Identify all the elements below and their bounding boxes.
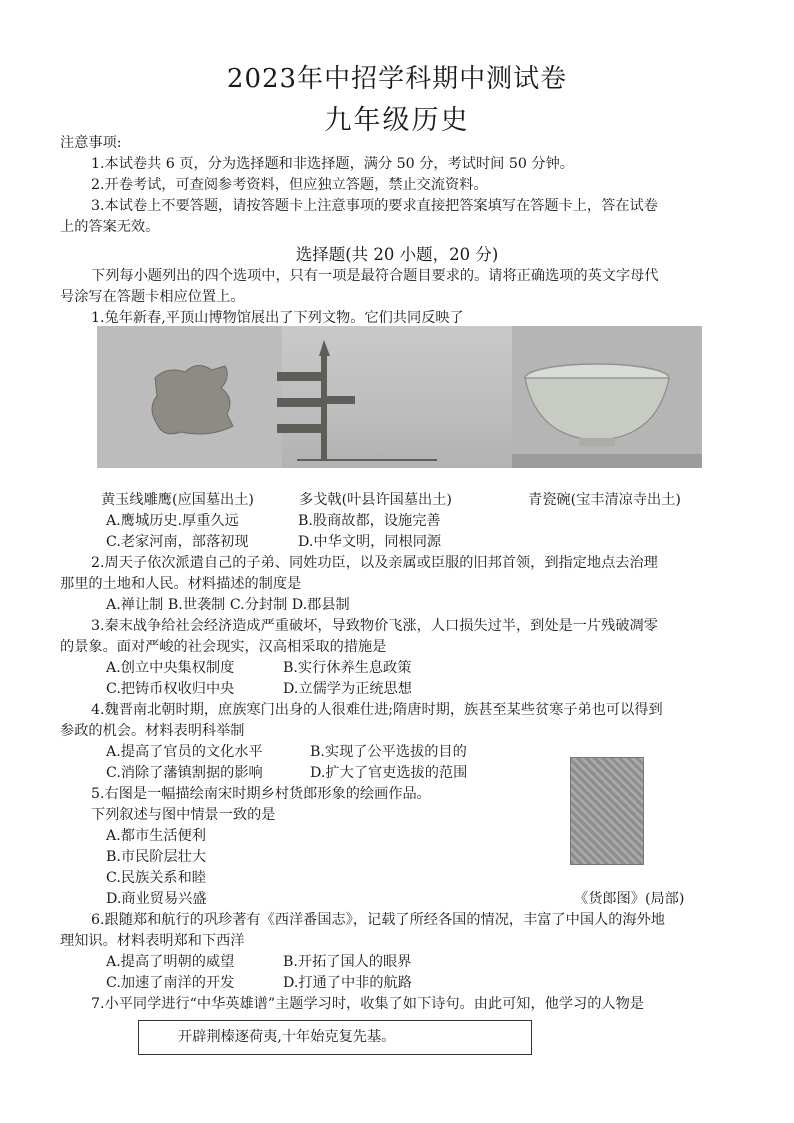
q3-option-a: A.创立中央集权制度	[106, 660, 235, 676]
q7-poem: 开辟荆榛逐荷夷,十年始克复先基。	[178, 1029, 396, 1045]
section-title: 选择题(共 20 小题，20 分)	[295, 245, 499, 264]
q5-option-c: C.民族关系和睦	[106, 870, 206, 886]
q6-option-b: B.开拓了国人的眼界	[283, 954, 412, 970]
q6-option-d: D.打通了中非的航路	[283, 975, 412, 991]
notice-heading: 注意事项:	[60, 135, 122, 151]
q1-stem: 1.兔年新春,平顶山博物馆展出了下列文物。它们共同反映了	[91, 310, 464, 326]
q1-caption-2: 多戈戟(叶县许国墓出土)	[299, 492, 452, 508]
q4-stem-1: 4.魏晋南北朝时期，庶族寒门出身的人很难仕进;隋唐时期，族甚至某些贫寒子弟也可以得到	[91, 702, 663, 718]
jade-eagle-icon	[152, 365, 233, 434]
q4-option-c: C.消除了藩镇割据的影响	[106, 765, 263, 781]
q2-stem-2: 那里的土地和人民。材料描述的制度是	[60, 576, 302, 592]
notice-item-2: 2.开卷考试，可查阅参考资料，但应独立答题，禁止交流资料。	[91, 177, 488, 193]
q5-stem-2: 下列叙述与图中情景一致的是	[91, 807, 276, 823]
q5-painting-caption: 《货郎图》(局部)	[574, 891, 685, 907]
q1-artifact-photos	[97, 326, 702, 468]
q3-option-d: D.立儒学为正统思想	[283, 681, 412, 697]
q7-stem: 7.小平同学进行“中华英雄谱”主题学习时，收集了如下诗句。由此可知，他学习的人物是	[91, 996, 644, 1012]
notice-item-1: 1.本试卷共 6 页，分为选择题和非选择题，满分 50 分，考试时间 50 分钟。	[91, 156, 574, 172]
q4-option-d: D.扩大了官吏选拔的范围	[310, 765, 468, 781]
q3-option-b: B.实行休养生息政策	[283, 660, 412, 676]
section-intro-2: 号涂写在答题卡相应位置上。	[60, 289, 245, 305]
q2-stem-1: 2.周天子依次派遣自己的子弟、同姓功臣，以及亲属或臣服的旧邦首领，到指定地点去治理	[91, 555, 658, 571]
q6-option-a: A.提高了明朝的威望	[106, 954, 235, 970]
q3-option-c: C.把铸币权收归中央	[106, 681, 235, 697]
q6-stem-1: 6.跟随郑和航行的巩珍著有《西洋番国志》，记载了所经各国的情况，丰富了中国人的海外地	[91, 912, 665, 928]
q1-option-c: C.老家河南，部落初现	[106, 534, 249, 550]
q3-stem-2: 的景象。面对严峻的社会现实，汉高相采取的措施是	[60, 639, 387, 655]
notice-item-3: 3.本试卷上不要答题，请按答题卡上注意事项的要求直接把答案填写在答题卡上，答在试卷	[91, 198, 658, 214]
q4-option-b: B.实现了公平选拔的目的	[310, 744, 467, 760]
q1-caption-3: 青瓷碗(宝丰清凉寺出土)	[528, 492, 681, 508]
huolang-painting	[570, 757, 644, 865]
q4-stem-2: 参政的机会。材料表明科举制	[60, 723, 245, 739]
q5-option-d: D.商业贸易兴盛	[106, 891, 207, 907]
q2-options: A.禅让制 B.世袭制 C.分封制 D.郡县制	[106, 597, 350, 613]
q1-artifact-illustration	[97, 326, 702, 468]
q1-option-a: A.鹰城历史.厚重久远	[106, 513, 239, 529]
q1-caption-1: 黄玉线雕鹰(应国墓出土)	[101, 492, 254, 508]
section-intro-1: 下列每小题列出的四个选项中，只有一项是最符合题目要求的。请将正确选项的英文字母代	[91, 268, 659, 284]
q5-option-b: B.市民阶层壮大	[106, 849, 207, 865]
paper-title: 2023年中招学科期中测试卷	[226, 64, 568, 94]
q5-option-a: A.都市生活便利	[106, 828, 206, 844]
q1-option-d: D.中华文明，同根同源	[298, 534, 442, 550]
q6-option-c: C.加速了南洋的开发	[106, 975, 235, 991]
q5-stem-1: 5.右图是一幅描绘南宋时期乡村货郎形象的绘画作品。	[91, 786, 431, 802]
q3-stem-1: 3.秦末战争给社会经济造成严重破坏，导致物价飞涨，人口损失过半，到处是一片残破凋零	[91, 618, 658, 634]
q6-stem-2: 理知识。材料表明郑和下西洋	[60, 933, 245, 949]
q4-option-a: A.提高了官员的文化水平	[106, 744, 263, 760]
notice-item-3-cont: 上的答案无效。	[60, 219, 160, 235]
paper-subtitle: 九年级历史	[324, 105, 470, 136]
halberd-icon	[277, 340, 437, 461]
q1-option-b: B.股商故都，设施完善	[298, 513, 441, 529]
